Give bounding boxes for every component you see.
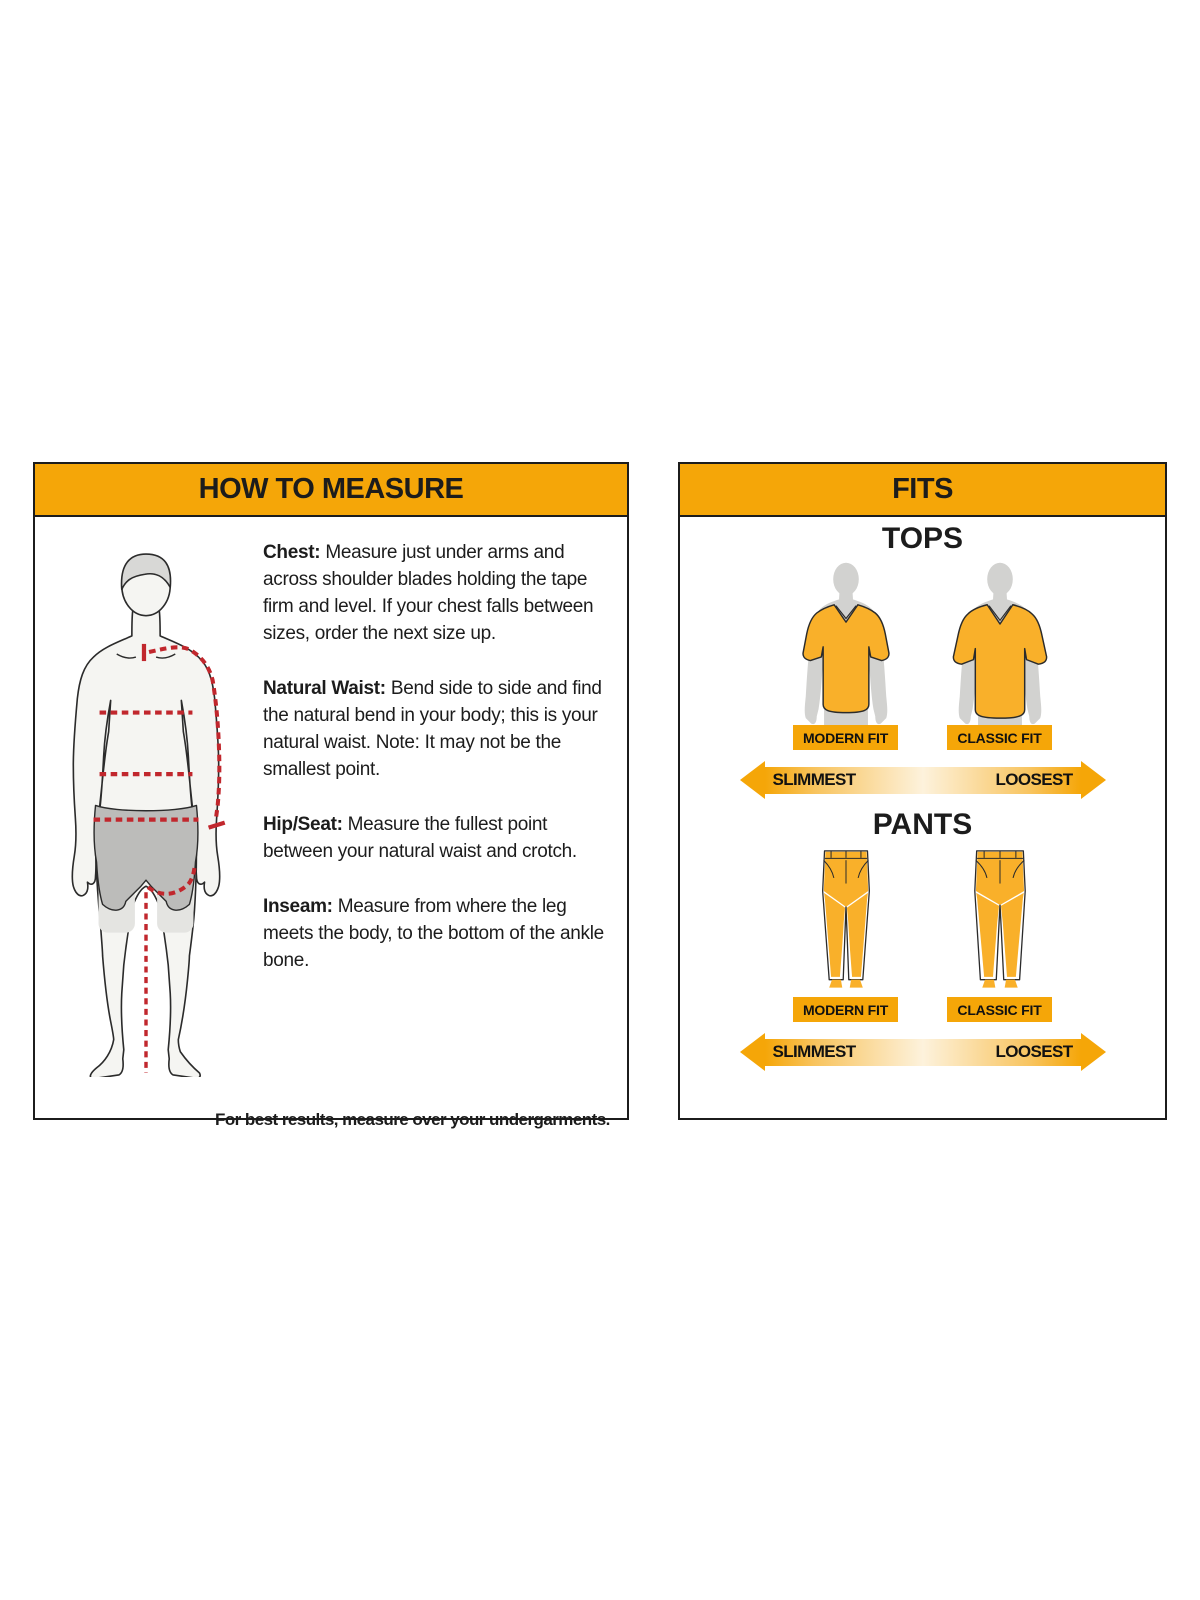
classic-fit-top-illustration [936,559,1064,731]
fits-panel-title: FITS [892,473,953,505]
tops-scale-slimmest-label: SLIMMEST [772,770,856,789]
measure-footnote: For best results, measure over your undergarments. [215,1110,610,1129]
how-to-measure-panel [33,462,629,1129]
classic-fit-pants-illustration [972,845,1028,993]
modern-fit-top-illustration [782,559,910,731]
tops-classic-column [925,559,1075,750]
fits-panel [678,462,1167,1120]
instruction-hip-seat: Hip/Seat: Measure the fullest point between your natural waist and crotch. [263,814,577,862]
measure-panel-header [35,464,627,517]
pants-classic-column [925,845,1075,1022]
instruction-natural-waist: Natural Waist: Bend side to side and find the natural bend in your body; this is your natural waist. Note: It may not be the smallest point. [263,678,602,780]
arrow-shaft [765,767,1081,794]
arrow-left-head [740,761,765,799]
modern-fit-pants-illustration [818,845,874,993]
fits-panel-body [680,517,1165,1124]
fits-panel-header [680,464,1165,517]
pants-classic-fit-badge: CLASSIC FIT [947,997,1051,1022]
measure-panel-body [35,517,627,1129]
instruction-hip-seat-label: Hip/Seat: [263,814,343,835]
instruction-natural-waist-label: Natural Waist: [263,678,386,699]
tops-row [771,559,1075,750]
measure-panel-title: HOW TO MEASURE [198,473,464,505]
tops-modern-column [771,559,921,750]
pants-modern-column [771,845,921,1022]
tops-fit-scale-arrow [740,761,1106,799]
arrow-right-head [1081,761,1106,799]
arrow-left-head [740,1033,765,1071]
measure-instructions [263,539,619,1002]
instruction-chest: Chest: Measure just under arms and across shoulder blades holding the tape firm and level. If your chest falls between sizes, order the next size up. [263,542,594,644]
arrow-right-head [1081,1033,1106,1071]
pants-scale-slimmest-label: SLIMMEST [772,1042,856,1061]
arrow-shaft [765,1039,1081,1066]
tops-heading: TOPS [881,522,964,555]
pants-modern-fit-badge: MODERN FIT [793,997,898,1022]
pants-fit-scale-arrow [740,1033,1106,1071]
pants-row [771,845,1075,1022]
instruction-chest-label: Chest: [263,542,321,563]
measurement-figure-illustration [61,547,231,1077]
tops-classic-fit-badge: CLASSIC FIT [947,725,1051,750]
pants-scale-loosest-label: LOOSEST [995,1042,1073,1061]
pants-heading: PANTS [872,808,973,841]
instruction-inseam: Inseam: Measure from where the leg meets the body, to the bottom of the ankle bone. [263,896,604,971]
instruction-inseam-label: Inseam: [263,896,333,917]
tops-scale-loosest-label: LOOSEST [995,770,1073,789]
tops-modern-fit-badge: MODERN FIT [793,725,898,750]
